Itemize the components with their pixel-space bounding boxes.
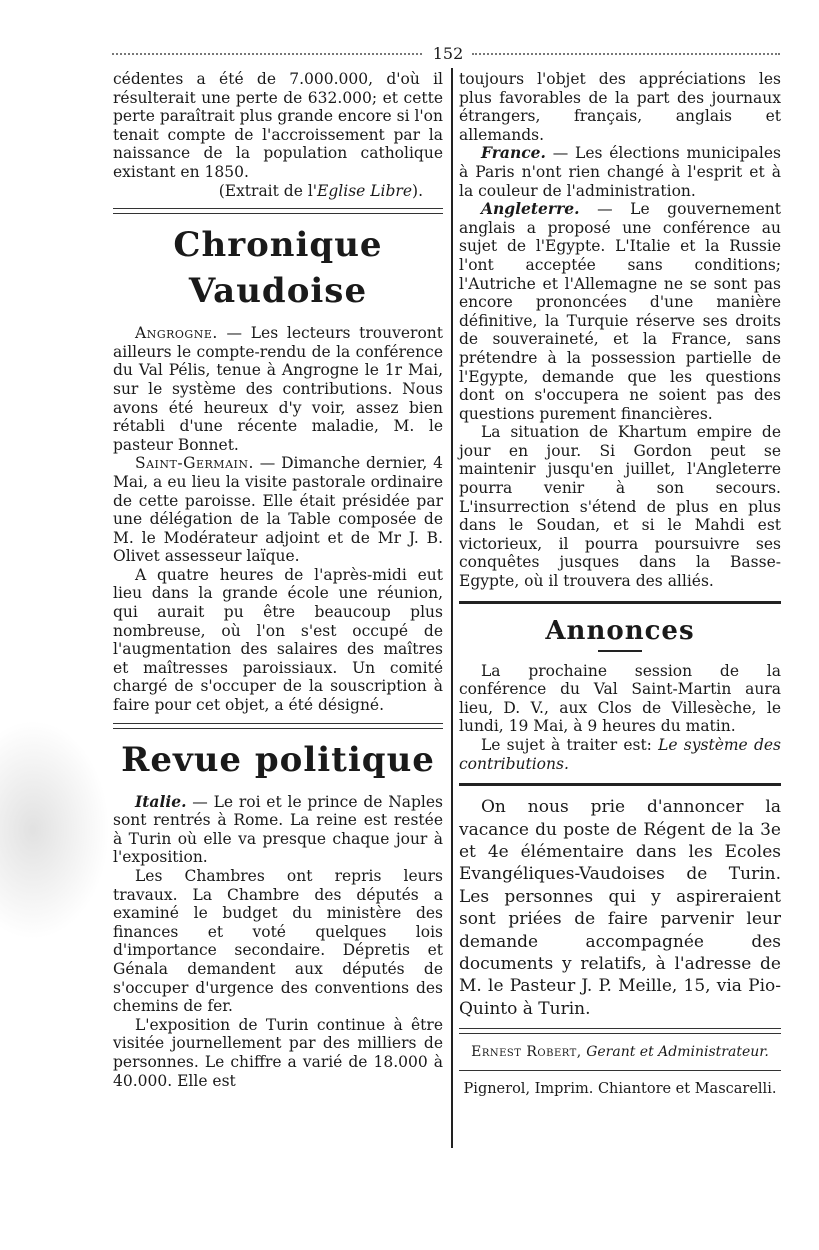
exposition-paragraph: L'exposition de Turin continue à être visitée journellement par des milliers de personnes. Le chiffre a varié de 18.000 à 40.000. Elle est xyxy=(113,1015,443,1090)
annonce-sujet-title: Le système des contributions. xyxy=(459,736,781,773)
chambres-paragraph: Les Chambres ont repris leurs travaux. La Chambre des députés a examiné le budget du ministère des finances et voté quelques lois d'importance secondaire. Dépretis et Génala demandent aux députés de s'occuper d'urgence des conventions des chemins de fer. xyxy=(113,867,443,1016)
gerant-name: Ernest Robert, xyxy=(471,1044,582,1061)
annonces-dash xyxy=(598,650,642,652)
italie-text: — Le roi et le prince de Naples sont rentrés à Rome. La reine est restée à Turin où elle va presque chaque jour à l'exposition. xyxy=(113,792,444,867)
header-rule-left xyxy=(112,53,422,55)
saint-germain-text: — Dimanche dernier, 4 Mai, a eu lieu la visite pastorale ordinaire de cette paroisse. Elle était présidée par une délégation de la Table composée de M. le Modérateur adjoint et de Mr J. B. Olivet assesseur laïque. xyxy=(113,454,443,566)
source-prefix: (Extrait de l' xyxy=(218,181,318,200)
khartum-paragraph: La situation de Khartum empire de jour en jour. Si Gordon peut se maintenir jusqu'en juillet, l'Angleterre pourra venir à son secours. L'insurrection s'étend de plus en plus dans le Soudan, et si le Mahdi est victorieux, il pourra poursuivre ses conquêtes jusques dans la Basse-Egypte, où il trouvera des alliés. xyxy=(459,423,781,591)
header-rule-right xyxy=(472,53,780,55)
page-number: 152 xyxy=(432,44,464,63)
section-rule-2 xyxy=(113,723,443,729)
gerant-line xyxy=(459,1042,781,1062)
section-rule xyxy=(113,208,443,214)
paper-stain xyxy=(0,720,110,940)
italie-label: Italie. xyxy=(135,791,187,811)
intro-paragraph: cédentes a été de 7.000.000, d'où il résulterait une perte de 632.000; et cette perte paraîtrait plus grande encore si l'on tenait compte de l'accroissement par la naissance de la population catholique existant en 1850. xyxy=(113,70,443,181)
france-text: — Les élections municipales à Paris n'ont rien changé à l'esprit et à la couleur de l'administration. xyxy=(459,144,781,200)
france-label: France. xyxy=(481,143,546,163)
reunion-paragraph: A quatre heures de l'après-midi eut lieu dans la grande école une réunion, qui aurait pu être beaucoup plus nombreuse, où l'on s'est occupé de l'augmentation des salaires des maîtres et maîtresses paroissiaux. Un comité chargé de s'occuper de la souscription à faire pour cet objet, a été désigné. xyxy=(113,565,443,715)
chronique-heading: Chronique Vaudoise xyxy=(173,225,383,312)
footer-rule xyxy=(459,1028,781,1034)
revue-heading: Revue politique xyxy=(121,739,435,780)
annonce-sujet xyxy=(459,736,781,773)
italie-paragraph xyxy=(113,793,443,867)
annonce-regent: On nous prie d'annoncer la vacance du poste de Régent de la 3e et 4e élémentaire dans les Ecoles Evangéliques-Vaudoises de Turin. Les personnes qui y aspireraient sont priées de faire parvenir leur demande accompagnée des documents y relatifs, à l'adresse de M. le Pasteur J. P. Meille, 15, via Pio-Quinto à Turin. xyxy=(459,797,781,1019)
column-divider xyxy=(451,68,453,1148)
saint-germain-paragraph xyxy=(113,454,443,566)
angrogne-paragraph xyxy=(113,324,443,454)
saint-germain-place: Saint-Germain. xyxy=(135,454,254,473)
angleterre-text: — Le gouvernement anglais a proposé une conférence au sujet de l'Egypte. L'Italie et la Russie l'ont acceptée sans conditions; l'Autriche et l'Allemagne ne se sont pas encore prononcées d'une manière définitive, la Turquie réserve ses droits de souveraineté, et la France, sans prétendre à la possession partielle de l'Egypte, demande que les questions dont on s'occupera ne soient pas des questions purement financières. xyxy=(459,200,781,423)
source-title: Eglise Libre xyxy=(317,181,413,200)
imprimerie-line: Pignerol, Imprim. Chiantore et Mascarelli. xyxy=(463,1081,777,1098)
gerant-title: Gerant et Administrateur. xyxy=(586,1044,769,1061)
imprimerie-rule xyxy=(459,1070,781,1071)
angleterre-label: Angleterre. xyxy=(481,199,580,219)
page-header xyxy=(112,44,780,64)
annonce-conference: La prochaine session de la conférence du Val Saint-Martin aura lieu, D. V., aux Clos de Villesèche, le lundi, 19 Mai, à 9 heures du matin. xyxy=(459,661,781,736)
left-column xyxy=(113,70,443,1090)
right-column xyxy=(459,70,781,1099)
angrogne-text: — Les lecteurs trouveront ailleurs le compte-rendu de la conférence du Val Pélis, tenue à Angrogne le 1r Mai, sur le système des contributions. Nous avons été heureux d'y voir, assez bien rétabli d'une récente maladie, M. le pasteur Bonnet. xyxy=(113,324,443,454)
source-citation xyxy=(113,182,443,201)
annonce-sujet-prefix: Le sujet à traiter est: xyxy=(481,736,652,754)
angleterre-paragraph xyxy=(459,200,781,423)
angrogne-place: Angrogne. xyxy=(135,324,218,343)
annonces-top-rule xyxy=(459,601,781,604)
continuation-paragraph: toujours l'objet des appréciations les plus favorables de la part des journaux étrangers, français, anglais et allemands. xyxy=(459,70,781,144)
annonces-heading: Annonces xyxy=(545,615,695,646)
source-suffix: ). xyxy=(412,181,423,200)
france-paragraph xyxy=(459,144,781,200)
annonce-separator xyxy=(459,783,781,786)
